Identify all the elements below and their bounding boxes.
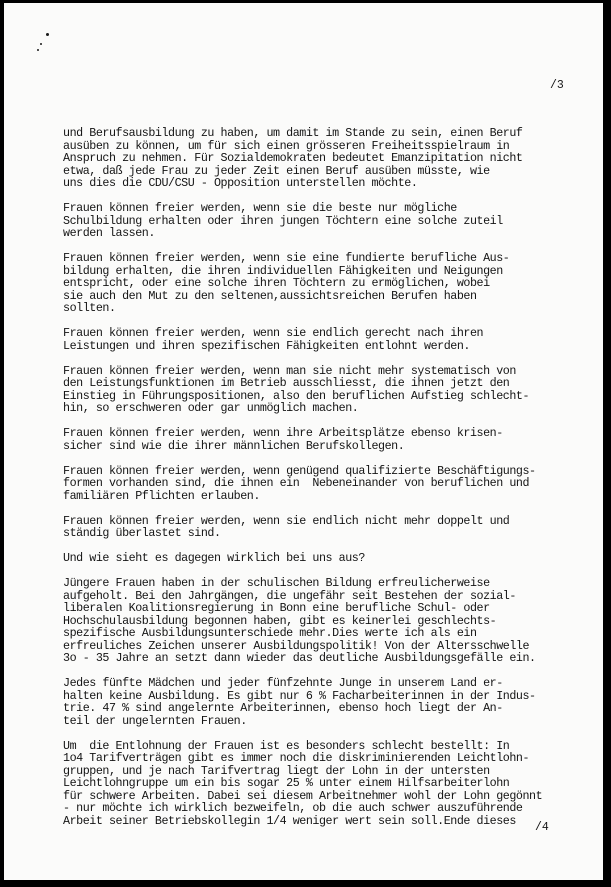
text-line: uns dies die CDU/CSU - Opposition unterstellen möchte. [63,176,418,190]
text-line: den Leistungsfunktionen im Betrieb ausschliesst, die ihnen jetzt den [63,376,510,390]
text-line: Einstieg in Führungspositionen, also den beruflichen Aufstieg schlecht- [63,388,530,403]
text-line: Leistungen und ihren spezifischen Fähigkeiten entlohnt werden. [63,338,470,353]
text-line: bildung erhalten, die ihren individuellen Fähigkeiten und Neigungen [63,263,503,278]
body-text [63,127,593,840]
text-line: formen vorhanden sind, die ihnen ein Nebeneinander von beruflichen und [63,476,530,490]
document-page [4,3,603,880]
text-line: Frauen können freier werden, wenn sie endlich nicht mehr doppelt und [63,513,510,528]
text-line: Frauen können freier werden, wenn ihre Arbeitsplätze ebenso krisen- [63,426,503,440]
text-line: Schulbildung erhalten oder ihren jungen Töchtern eine solche zuteil [63,213,503,228]
text-line: Anspruch zu nehmen. Für Sozialdemokraten bedeutet Emanzipitation nicht [63,151,523,165]
paragraph [63,515,593,540]
text-line: halten keine Ausbildung. Es gibt nur 6 % Facharbeiterinnen in der Indus- [63,688,536,703]
text-line: Frauen können freier werden, wenn sie endlich gerecht nach ihren [63,326,484,340]
text-line: familiären Pflichten erlauben. [63,488,260,503]
paragraph [63,252,593,315]
text-line: und Berufsausbildung zu haben, um damit im Stande zu sein, einen Beruf [63,126,523,140]
text-line: Und wie sieht es dagegen wirklich bei uns aus? [63,551,365,565]
text-line: Frauen können freier werden, wenn sie die beste nur mögliche [63,201,457,215]
text-line: etwa, daß jede Frau zu jeder Zeit einen Beruf ausüben müsste, wie [63,163,490,178]
text-line: Leichtlohngruppe um ein bis sogar 25 % unter einem Hilfsarbeiterlohn [63,776,510,790]
paragraph [63,552,593,565]
text-line: erfreuliches Zeichen unserer Ausbildungspolitik! Von der Altersschwelle [63,638,530,653]
text-line: aufgeholt. Bei den Jahrgängen, die ungefähr seit Bestehen der sozial- [63,588,516,603]
text-line: 3o - 35 Jahre an setzt dann wieder das deutliche Ausbildungsgefälle ein. [63,651,536,665]
text-line: Arbeit seiner Betriebskollegin 1/4 weniger wert sein soll.Ende dieses [63,813,516,828]
text-line: Hochschulausbildung begonnen haben, gibt es keinerlei geschlechts- [63,613,497,628]
top-page-number: /3 [550,79,564,92]
text-line: sie auch den Mut zu den seltenen,aussichtsreichen Berufen haben [63,288,477,303]
text-line: ständig überlastet sind. [63,526,221,540]
text-line: hin, so erschweren oder gar unmöglich machen. [63,401,359,415]
text-line: für schwere Arbeiten. Dabei sei diesem Arbeitnehmer wohl der Lohn gegönnt [63,788,543,803]
text-line: sollten. [63,301,116,315]
paragraph [63,127,593,190]
bottom-page-number: /4 [535,821,549,834]
text-line: teil der ungelernten Frauen. [63,713,247,728]
text-line: spezifische Ausbildungsunterschiede mehr.Dies werte ich als ein [63,626,477,640]
text-line: sicher sind wie die ihrer männlichen Berufskollegen. [63,438,405,453]
text-line: Frauen können freier werden, wenn sie eine fundierte berufliche Aus- [63,251,510,265]
text-line: Frauen können freier werden, wenn man sie nicht mehr systematisch von [63,363,516,378]
paragraph [63,427,593,452]
paragraph [63,465,593,503]
text-line: gruppen, und je nach Tarifvertrag liegt der Lohn in der untersten [63,763,490,778]
paragraph [63,365,593,415]
text-line: 1o4 Tarifverträgen gibt es immer noch die diskriminierenden Leichtlohn- [63,751,530,765]
paragraph [63,740,593,828]
text-line: ausüben zu können, um für sich einen grösseren Freiheitsspielraum in [63,138,510,153]
scan-speck [40,43,42,45]
text-line: Frauen können freier werden, wenn genügend qualifizierte Beschäftigungs- [63,463,536,478]
text-line: trie. 47 % sind angelernte Arbeiterinnen, ebenso hoch liegt der An- [63,701,503,715]
text-line: liberalen Koalitionsregierung in Bonn eine berufliche Schul- oder [63,601,490,615]
paragraph [63,577,593,665]
paragraph [63,202,593,240]
text-line: - nur möchte ich wirklich bezweifeln, ob die auch schwer auszuführende [63,801,523,815]
paragraph [63,327,593,352]
text-line: Jüngere Frauen haben in der schulischen Bildung erfreulicherweise [63,576,490,590]
text-line: Jedes fünfte Mädchen und jeder fünfzehnte Junge in unserem Land er- [63,676,503,690]
scan-speck [46,33,49,36]
text-line: werden lassen. [63,226,155,240]
text-line: entspricht, oder eine solche ihren Töchtern zu ermöglichen, wobei [63,276,490,290]
scan-speck [37,49,39,51]
text-line: Um die Entlohnung der Frauen ist es besonders schlecht bestellt: In [63,738,510,753]
paragraph [63,677,593,727]
